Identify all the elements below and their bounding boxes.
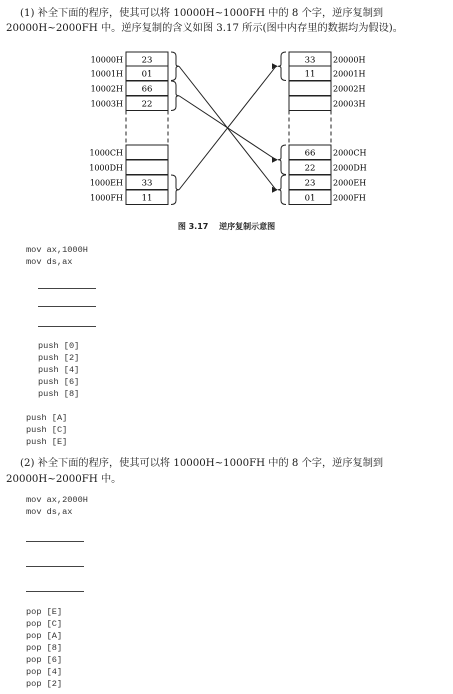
left-cell (126, 145, 168, 160)
left-address-label: 10003H (90, 99, 123, 109)
code-2-pop-4: pop [4] (26, 667, 63, 677)
right-cell-value: 23 (304, 178, 316, 189)
right-address-label: 2000EH (333, 178, 367, 188)
arrowhead-icon (272, 157, 278, 163)
code-1-push-e: push [E] (26, 437, 68, 447)
left-address-label: 10002H (90, 84, 123, 94)
code-1-blank-3 (38, 326, 96, 327)
brace-icon (278, 52, 286, 81)
left-cell-value: 11 (141, 193, 153, 204)
left-cell-value: 23 (141, 55, 153, 66)
code-2-blank-2 (26, 566, 84, 567)
brace-icon (171, 52, 179, 81)
right-memory-column (289, 52, 367, 205)
code-2-pop-6: pop [6] (26, 655, 63, 665)
left-address-label: 10001H (90, 69, 123, 79)
reverse-copy-diagram (0, 0, 453, 235)
figure-caption-text: 逆序复制示意图 (219, 222, 276, 231)
right-address-label: 20000H (333, 55, 366, 65)
code-1-blank-2 (38, 306, 96, 307)
question-1-line-1: (1) 补全下面的程序，使其可以将 10000H~1000FH 中的 8 个字，逆序复制到 (20, 8, 384, 19)
right-cell-value: 33 (304, 55, 316, 66)
right-cell-value: 66 (304, 148, 316, 159)
code-2-pop-a: pop [A] (26, 631, 63, 641)
code-1-init-line-1: mov ax,1000H (26, 245, 88, 255)
code-1-push-a: push [A] (26, 413, 68, 423)
left-address-label: 1000CH (89, 148, 123, 158)
right-address-label: 20001H (333, 69, 366, 79)
code-2-init-line-1: mov ax,2000H (26, 495, 88, 505)
right-address-label: 20003H (333, 99, 366, 109)
code-1-push-c: push [C] (26, 425, 68, 435)
code-1-push-2: push [2] (38, 353, 80, 363)
right-cell (289, 81, 331, 96)
question-1-line-2: 20000H~2000FH 中。逆序复制的含义如图 3.17 所示(图中内存里的数据均为假设)。 (6, 23, 403, 34)
right-address-label: 20002H (333, 84, 366, 94)
code-2-pop-e: pop [E] (26, 607, 63, 617)
copy-arrows (171, 52, 286, 205)
right-address-label: 2000DH (333, 163, 367, 173)
right-address-label: 2000CH (333, 148, 367, 158)
code-1-push-4: push [4] (38, 365, 80, 375)
left-address-label: 1000EH (89, 178, 123, 188)
left-cell (126, 160, 168, 175)
right-cell (289, 96, 331, 111)
code-1-push-8: push [8] (38, 389, 80, 399)
right-cell-value: 11 (304, 69, 316, 80)
brace-icon (278, 145, 286, 175)
question-2-line-1: (2) 补全下面的程序，使其可以将 10000H~1000FH 中的 8 个字，逆序复制到 (20, 458, 384, 469)
figure-caption-number: 图 3.17 (177, 222, 209, 231)
code-2-pop-8: pop [8] (26, 643, 63, 653)
right-cell-value: 22 (304, 163, 316, 174)
code-2-blank-3 (26, 591, 84, 592)
figure-caption (0, 221, 453, 232)
code-2-pop-c: pop [C] (26, 619, 63, 629)
code-1-push-0: push [0] (38, 341, 80, 351)
code-1-blank-1 (38, 288, 96, 289)
left-address-label: 10000H (90, 55, 123, 65)
right-address-label: 2000FH (333, 193, 366, 203)
code-1-push-6: push [6] (38, 377, 80, 387)
code-2-blank-1 (26, 541, 84, 542)
left-cell-value: 33 (141, 178, 153, 189)
arrowhead-icon (272, 63, 278, 69)
code-2-pop-2: pop [2] (26, 679, 63, 689)
left-memory-column (89, 52, 168, 205)
left-address-label: 1000FH (90, 193, 123, 203)
left-address-label: 1000DH (89, 163, 123, 173)
brace-icon (171, 175, 179, 205)
left-cell-value: 01 (141, 69, 153, 80)
brace-icon (171, 81, 179, 111)
brace-icon (278, 175, 286, 205)
left-cell-value: 66 (141, 84, 153, 95)
code-1-init-line-2: mov ds,ax (26, 257, 73, 267)
question-2-line-2: 20000H~2000FH 中。 (6, 474, 122, 485)
left-cell-value: 22 (141, 99, 153, 110)
right-cell-value: 01 (304, 193, 316, 204)
code-2-init-line-2: mov ds,ax (26, 507, 73, 517)
arrowhead-icon (272, 187, 278, 193)
